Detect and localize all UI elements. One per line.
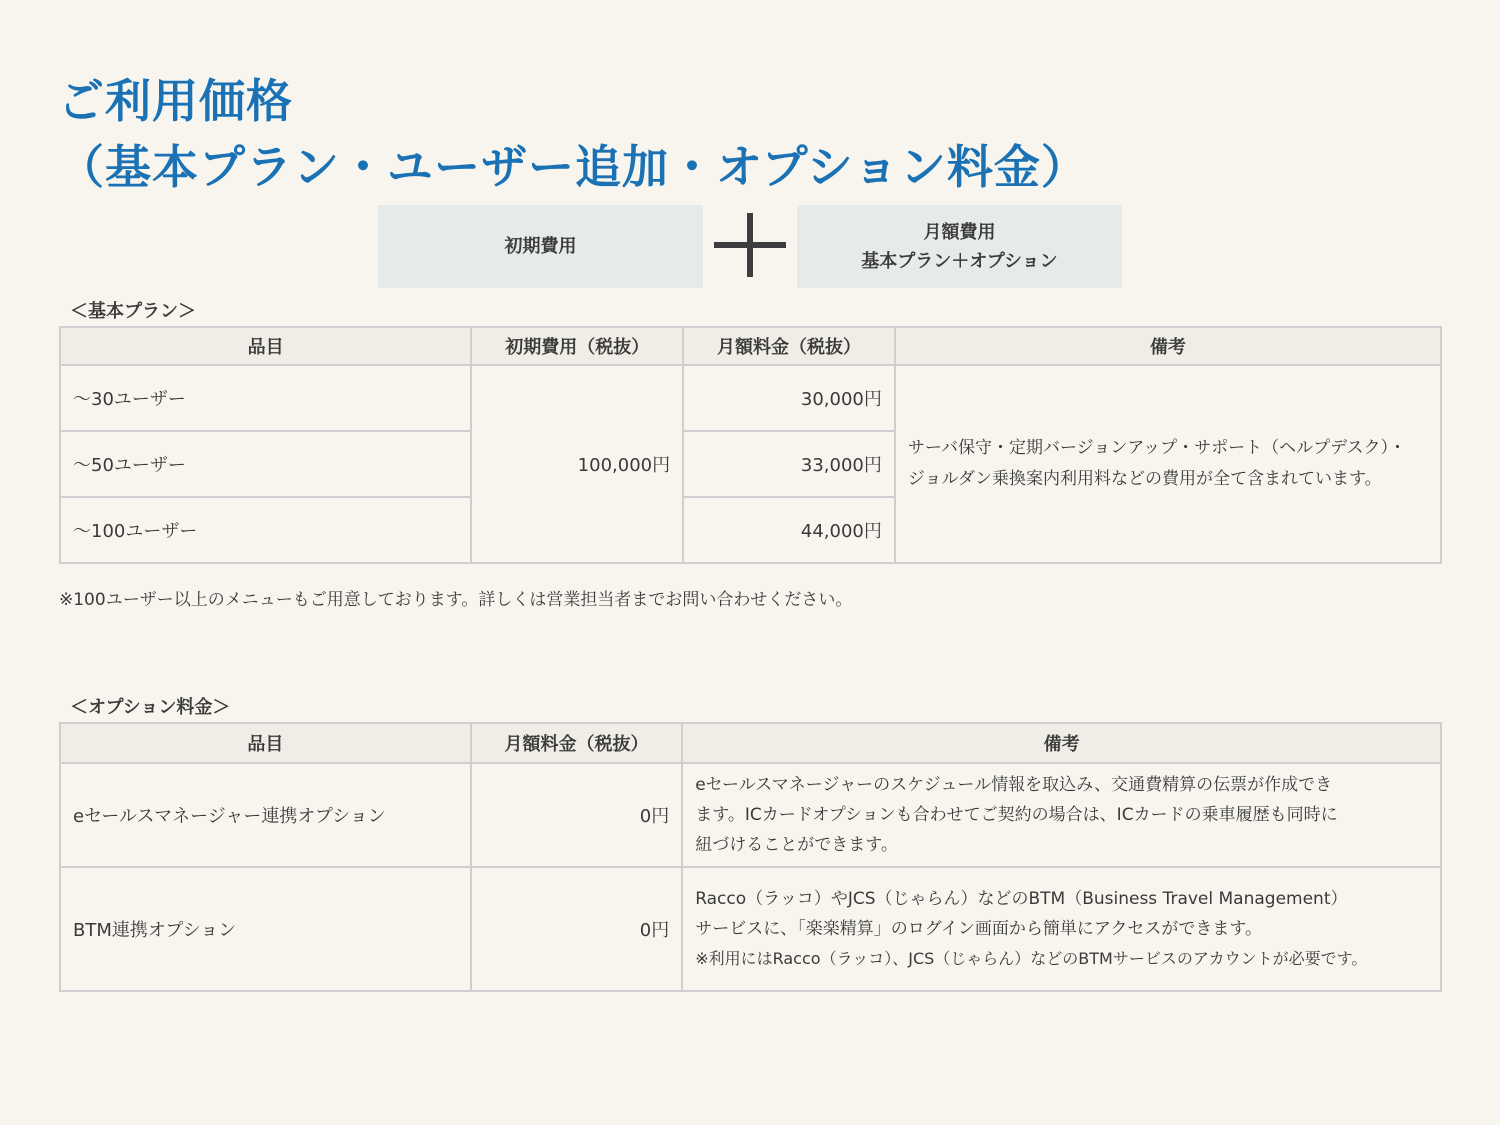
monthly-cost-sub: 基本プラン＋オプション [861,250,1058,272]
plan-item: ～100ユーザー [60,497,471,563]
header-item: 品目 [60,327,471,365]
header-monthly: 月額料金（税抜） [683,327,895,365]
option-section-label: ＜オプション料金＞ [70,697,231,718]
header-item: 品目 [60,723,471,763]
monthly-cost-label: 月額費用 [923,221,996,243]
table-header-row [60,327,1441,365]
page-title-line1: ご利用価格 [58,74,293,128]
plan-monthly: 44,000円 [683,497,895,563]
table-row [60,763,1441,867]
initial-cost-box [378,205,703,288]
option-note-line: ※利用にはRacco（ラッコ）、JCS（じゃらん）などのBTMサービスのアカウントが必要です。 [695,949,1368,968]
option-note [682,867,1441,991]
plan-monthly: 33,000円 [683,431,895,497]
option-note [682,763,1441,867]
option-note-line: Racco（ラッコ）やJCS（じゃらん）などのBTM（Business Travel Management） [695,889,1348,909]
option-note-line: サービスに、「楽楽精算」のログイン画面から簡単にアクセスができます。 [695,919,1262,939]
plan-note-line: ジョルダン乗換案内利用料などの費用が全て含まれています。 [907,469,1382,489]
plan-monthly: 30,000円 [683,365,895,431]
plan-note [895,365,1441,563]
option-item: eセールスマネージャー連携オプション [60,763,471,867]
option-note-line: 紐づけることができます。 [695,835,898,855]
header-monthly: 月額料金（税抜） [471,723,682,763]
monthly-cost-box [797,205,1122,288]
header-note: 備考 [895,327,1441,365]
option-table [59,722,1442,992]
basic-plan-footnote: ※100ユーザー以上のメニューもご用意しております。詳しくは営業担当者までお問い合わせください。 [59,590,853,610]
plan-note-line: サーバ保守・定期バージョンアップ・サポート（ヘルプデスク）・ [907,438,1406,458]
option-monthly: 0円 [471,763,682,867]
initial-cost-label: 初期費用 [504,236,577,257]
option-note-line: ます。ICカードオプションも合わせてご契約の場合は、ICカードの乗車履歴も同時に [695,805,1338,825]
basic-plan-table [59,326,1442,564]
header-note: 備考 [682,723,1441,763]
option-item: BTM連携オプション [60,867,471,991]
plus-icon [714,213,786,277]
plan-item: ～30ユーザー [60,365,471,431]
initial-fee: 100,000円 [471,365,683,563]
basic-plan-section-label: ＜基本プラン＞ [70,301,196,322]
table-row [60,365,1441,431]
option-monthly: 0円 [471,867,682,991]
option-note-line: eセールスマネージャーのスケジュール情報を取込み、交通費精算の伝票が作成でき [695,775,1333,795]
table-header-row [60,723,1441,763]
table-row [60,867,1441,991]
page-title-line2: （基本プラン・ユーザー追加・オプション料金） [58,140,1088,194]
page-title [58,68,1088,200]
plan-item: ～50ユーザー [60,431,471,497]
header-initial: 初期費用（税抜） [471,327,683,365]
